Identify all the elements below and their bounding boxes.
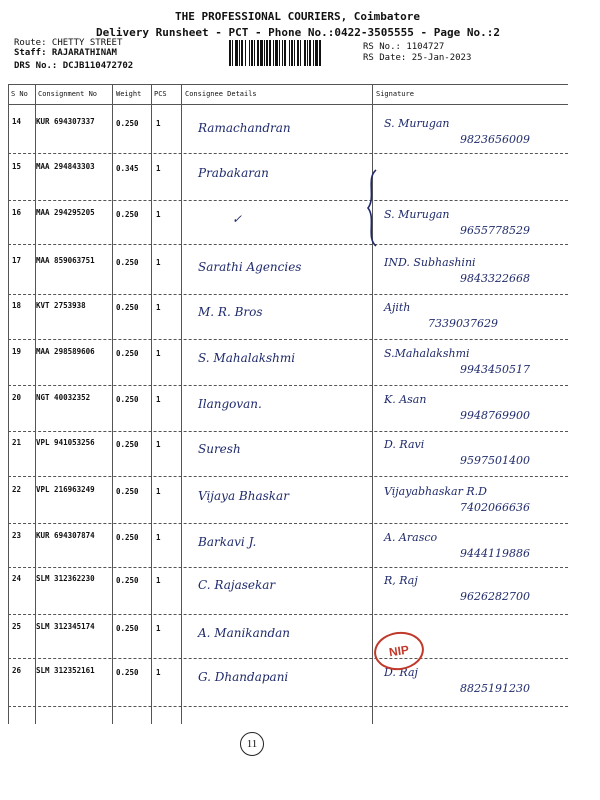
column-header-pcs: PCS [154, 90, 167, 98]
row-signature: A. Arasco [384, 531, 438, 544]
row-weight: 0.250 [116, 119, 139, 128]
drs-number: DRS No.: DCJB110472702 [14, 61, 134, 71]
row-divider [8, 523, 568, 524]
row-signature: S. Murugan [384, 117, 450, 130]
row-sno: 23 [12, 531, 22, 540]
row-consignment-no: SLM 312352161 [36, 666, 95, 675]
table-header-divider [8, 104, 568, 105]
row-pcs: 1 [156, 668, 161, 677]
row-consignment-no: KUR 694307874 [36, 531, 95, 540]
row-weight: 0.250 [116, 303, 139, 312]
row-signature: S.Mahalakshmi [384, 347, 470, 360]
row-divider [8, 476, 568, 477]
row-signature: K. Asan [384, 393, 427, 406]
column-divider [8, 84, 9, 724]
row-sno: 25 [12, 622, 22, 631]
row-pcs: 1 [156, 210, 161, 219]
row-consignment-no: NGT 40032352 [36, 393, 91, 402]
column-header-weight: Weight [116, 90, 142, 98]
row-weight: 0.345 [116, 164, 139, 173]
row-divider [8, 200, 568, 201]
row-phone: 9626282700 [460, 590, 530, 603]
row-weight: 0.250 [116, 349, 139, 358]
row-pcs: 1 [156, 119, 161, 128]
row-signature: Ajith [384, 301, 411, 314]
row-pcs: 1 [156, 395, 161, 404]
rs-date: RS Date: 25-Jan-2023 [363, 53, 472, 63]
row-sno: 15 [12, 162, 22, 171]
row-phone: 7339037629 [428, 317, 498, 330]
row-sno: 26 [12, 666, 22, 675]
row-weight: 0.250 [116, 395, 139, 404]
row-consignment-no: VPL 216963249 [36, 485, 95, 494]
row-consignee: Suresh [198, 442, 241, 456]
row-weight: 0.250 [116, 440, 139, 449]
column-header-consignment: Consignment No [38, 90, 98, 98]
route-label: Route: CHETTY STREET [14, 38, 123, 48]
row-consignee: Sarathi Agencies [198, 260, 302, 274]
row-pcs: 1 [156, 487, 161, 496]
row-weight: 0.250 [116, 210, 139, 219]
row-phone: 7402066636 [460, 501, 530, 514]
row-sno: 14 [12, 117, 22, 126]
row-signature: D. Ravi [384, 438, 425, 451]
row-sno: 20 [12, 393, 22, 402]
row-pcs: 1 [156, 533, 161, 542]
row-consignment-no: MAA 298589606 [36, 347, 95, 356]
column-header-sno: S No [11, 90, 28, 98]
row-consignment-no: KUR 694307337 [36, 117, 95, 126]
row-divider [8, 153, 568, 154]
row-consignee: Barkavi J. [198, 535, 257, 549]
row-weight: 0.250 [116, 487, 139, 496]
column-divider [112, 84, 113, 724]
row-weight: 0.250 [116, 533, 139, 542]
row-consignment-no: KVT 2753938 [36, 301, 86, 310]
rs-number: RS No.: 1104727 [363, 42, 445, 52]
row-sno: 21 [12, 438, 22, 447]
row-pcs: 1 [156, 303, 161, 312]
staff-label: Staff: RAJARATHINAM [14, 48, 117, 58]
row-phone: 9597501400 [460, 454, 530, 467]
row-divider [8, 614, 568, 615]
row-divider [8, 385, 568, 386]
row-consignment-no: SLM 312362230 [36, 574, 95, 583]
row-phone: 9823656009 [460, 133, 530, 146]
row-phone: 9943450517 [460, 363, 530, 376]
row-consignment-no: MAA 859063751 [36, 256, 95, 265]
row-phone: 9843322668 [460, 272, 530, 285]
row-divider [8, 706, 568, 707]
row-sno: 17 [12, 256, 22, 265]
row-signature: S. Murugan [384, 208, 450, 221]
row-pcs: 1 [156, 440, 161, 449]
row-consignee: C. Rajasekar [198, 578, 276, 592]
row-signature: R, Raj [384, 574, 418, 587]
row-consignee: A. Manikandan [198, 626, 291, 640]
row-sno: 16 [12, 208, 22, 217]
row-consignment-no: SLM 312345174 [36, 622, 95, 631]
row-divider [8, 431, 568, 432]
row-consignment-no: MAA 294295205 [36, 208, 95, 217]
row-weight: 0.250 [116, 668, 139, 677]
barcode-image [229, 40, 359, 66]
row-pcs: 1 [156, 164, 161, 173]
row-sno: 18 [12, 301, 22, 310]
row-divider [8, 339, 568, 340]
row-consignee: S. Mahalakshmi [198, 351, 296, 365]
column-divider [151, 84, 152, 724]
row-phone: 9948769900 [460, 409, 530, 422]
row-divider [8, 567, 568, 568]
row-pcs: 1 [156, 258, 161, 267]
page-subtitle: Delivery Runsheet - PCT - Phone No.:0422-3505555 - Page No.:2 [96, 26, 500, 39]
row-sno: 19 [12, 347, 22, 356]
bracket-mark [362, 168, 382, 248]
page-title: THE PROFESSIONAL COURIERS, Coimbatore [175, 10, 421, 23]
row-sno: 22 [12, 485, 22, 494]
row-consignment-no: VPL 941053256 [36, 438, 95, 447]
row-weight: 0.250 [116, 624, 139, 633]
row-phone: 8825191230 [460, 682, 530, 695]
row-phone: 9444119886 [460, 547, 530, 560]
row-signature: D. Raj [384, 666, 418, 679]
row-divider [8, 244, 568, 245]
row-sno: 24 [12, 574, 22, 583]
page-number-mark: 11 [240, 732, 264, 756]
row-consignee: M. R. Bros [198, 305, 263, 319]
row-consignment-no: MAA 294843303 [36, 162, 95, 171]
row-consignee: G. Dhandapani [198, 670, 289, 684]
row-weight: 0.250 [116, 576, 139, 585]
row-pcs: 1 [156, 624, 161, 633]
row-weight: 0.250 [116, 258, 139, 267]
row-consignee: Ilangovan. [198, 397, 262, 411]
row-signature: IND. Subhashini [384, 256, 476, 269]
row-pcs: 1 [156, 576, 161, 585]
row-consignee: Vijaya Bhaskar [198, 489, 289, 503]
row-pcs: 1 [156, 349, 161, 358]
row-consignee: Prabakaran [198, 166, 269, 180]
nip-stamp: NIP [372, 629, 427, 674]
column-header-signature: Signature [376, 90, 414, 98]
row-divider [8, 294, 568, 295]
row-consignee: Ramachandran [198, 121, 291, 135]
row-signature: Vijayabhaskar R.D [384, 485, 487, 498]
table-top-border [8, 84, 568, 85]
column-header-consignee: Consignee Details [185, 90, 257, 98]
row-divider [8, 658, 568, 659]
row-consignee: ✓ [232, 212, 243, 226]
row-phone: 9655778529 [460, 224, 530, 237]
column-divider [181, 84, 182, 724]
